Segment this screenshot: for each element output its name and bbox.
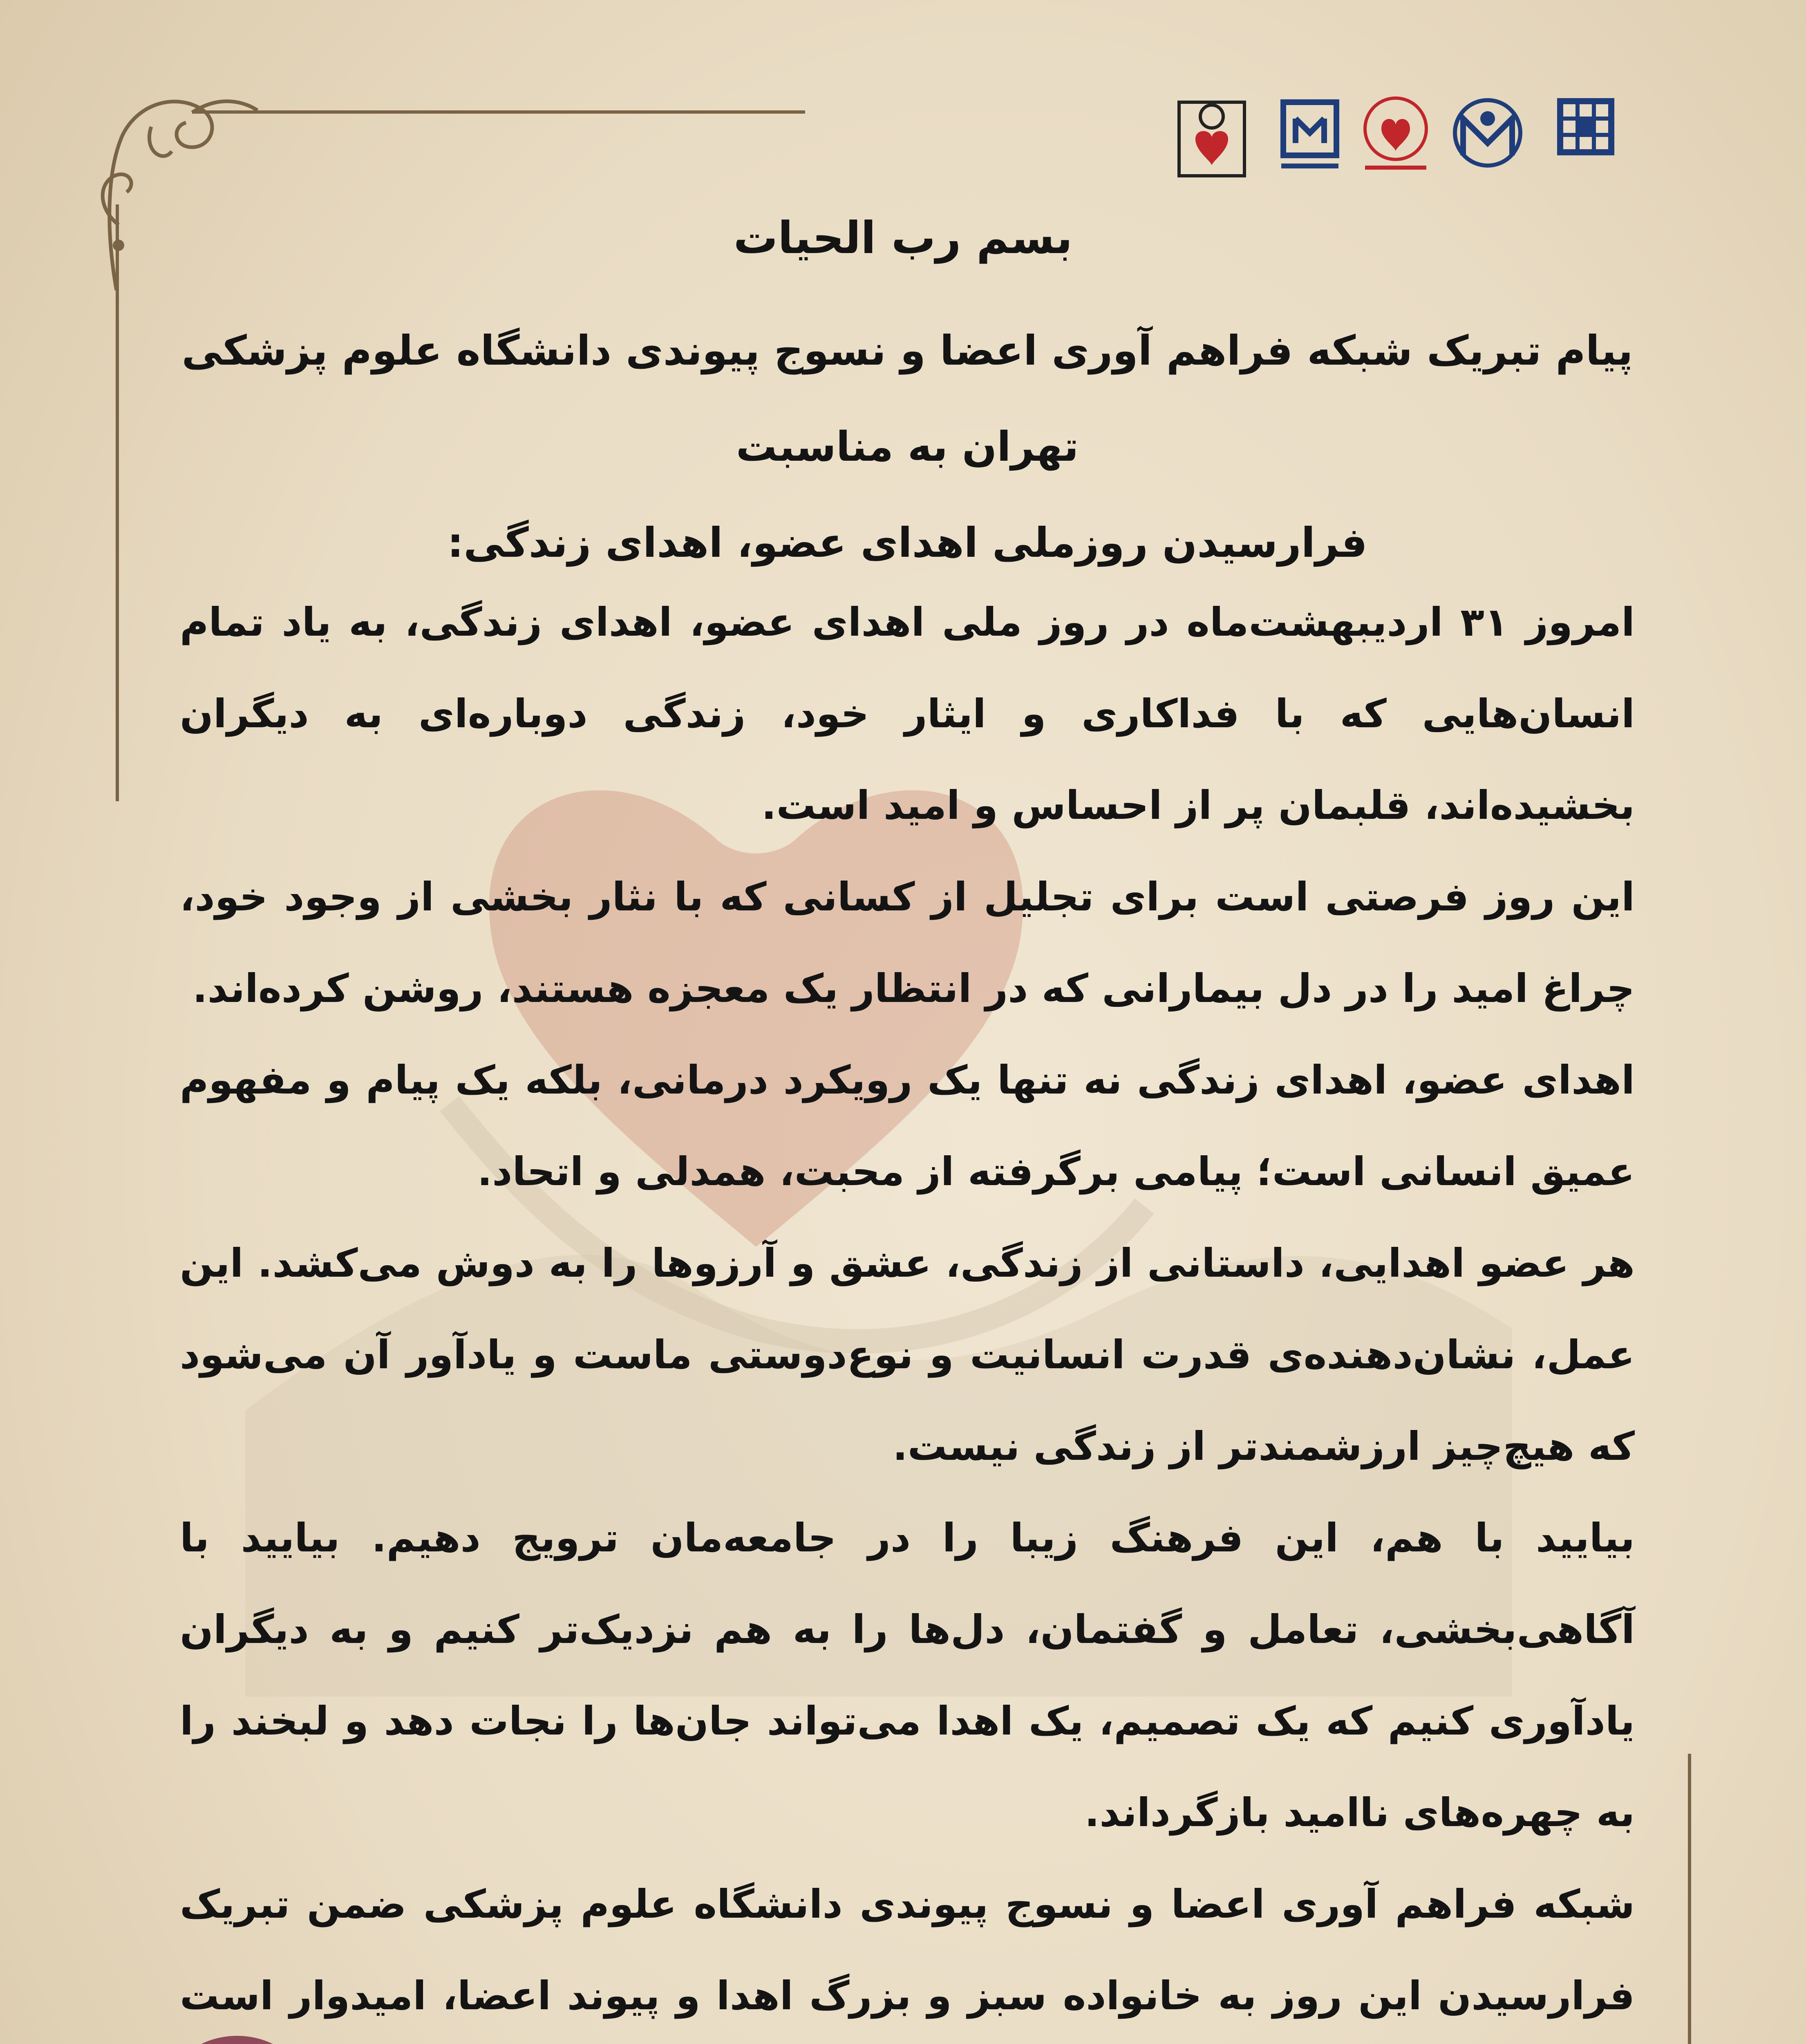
paragraph-2: این روز فرصتی است برای تجلیل از کسانی که با نثار بخشی از وجود خود، چراغ امید را در دل بیمارانی که در انتظار یک معجزه هستند، روشن کرده‌اند. <box>180 874 1635 1011</box>
peony-flower-icon <box>53 2024 421 2044</box>
organ-donation-unit-logo-icon <box>1177 94 1247 184</box>
basmala-heading: بسم رب الحیات <box>733 213 1073 264</box>
paragraph-5: بیایید با هم، این فرهنگ زیبا را در جامعه‌مان ترویج دهیم. بیایید با آگاهی‌بخشی، تعامل و گفتمان، دل‌ها را به هم نزدیک‌تر کنیم و به دیگران یادآوری کنیم که یک تصمیم، یک اهدا می‌تواند جان‌ها را نجات دهد و لبخند را به چهره‌های ناامید بازگرداند. <box>180 1515 1635 1836</box>
title-line-1: پیام تبریک شبکه فراهم آوری اعضا و نسوج پیوندی دانشگاه علوم پزشکی تهران به مناسبت <box>181 327 1633 471</box>
frame-top-line <box>192 110 805 114</box>
logos-bar <box>1177 94 1627 192</box>
paragraph-4: هر عضو اهدایی، داستانی از زندگی، عشق و آرزوها را به دوش می‌کشد. این عمل، نشان‌دهنده‌ی قدرت انسانیت و نوع‌دوستی ماست و یادآور آن می‌شود که هیچ‌چیز ارزشمندتر از زندگی نیست. <box>180 1240 1635 1469</box>
page-title <box>172 303 1643 591</box>
paragraph-1: امروز ۳۱ اردیبهشت‌ماه در روز ملی اهدای عضو، اهدای زندگی، به یاد تمام انسان‌هایی که با فداکاری و ایثار خود، زندگی دوباره‌ای به دیگران بخشیده‌اند، قلبمان پر از احساس و امید است. <box>180 599 1635 828</box>
imam-khomeini-complex-logo-icon <box>1275 94 1345 184</box>
ornament-top-left-icon <box>90 69 262 298</box>
paragraph-6: شبکه فراهم آوری اعضا و نسوج پیوندی دانشگاه علوم پزشکی ضمن تبریک فرارسیدن این روز به خانواده سبز و بزرگ اهدا و پیوند اعضا، امیدوار است <box>180 1881 1635 2019</box>
title-line-2: فرارسیدن روزملی اهدای عضو، اهدای زندگی: <box>447 519 1367 567</box>
sina-hospital-organ-procurement-logo-icon <box>1357 94 1435 184</box>
organ-donation-network-logo-icon <box>1447 94 1528 184</box>
tehran-university-medical-sciences-logo-icon <box>1545 94 1627 188</box>
message-body <box>180 576 1635 2044</box>
frame-right-line <box>1688 1754 1691 2044</box>
paragraph-3: اهدای عضو، اهدای زندگی نه تنها یک رویکرد درمانی، بلکه یک پیام و مفهوم عمیق انسانی است؛ پیامی برگرفته از محبت، همدلی و اتحاد. <box>180 1057 1635 1195</box>
